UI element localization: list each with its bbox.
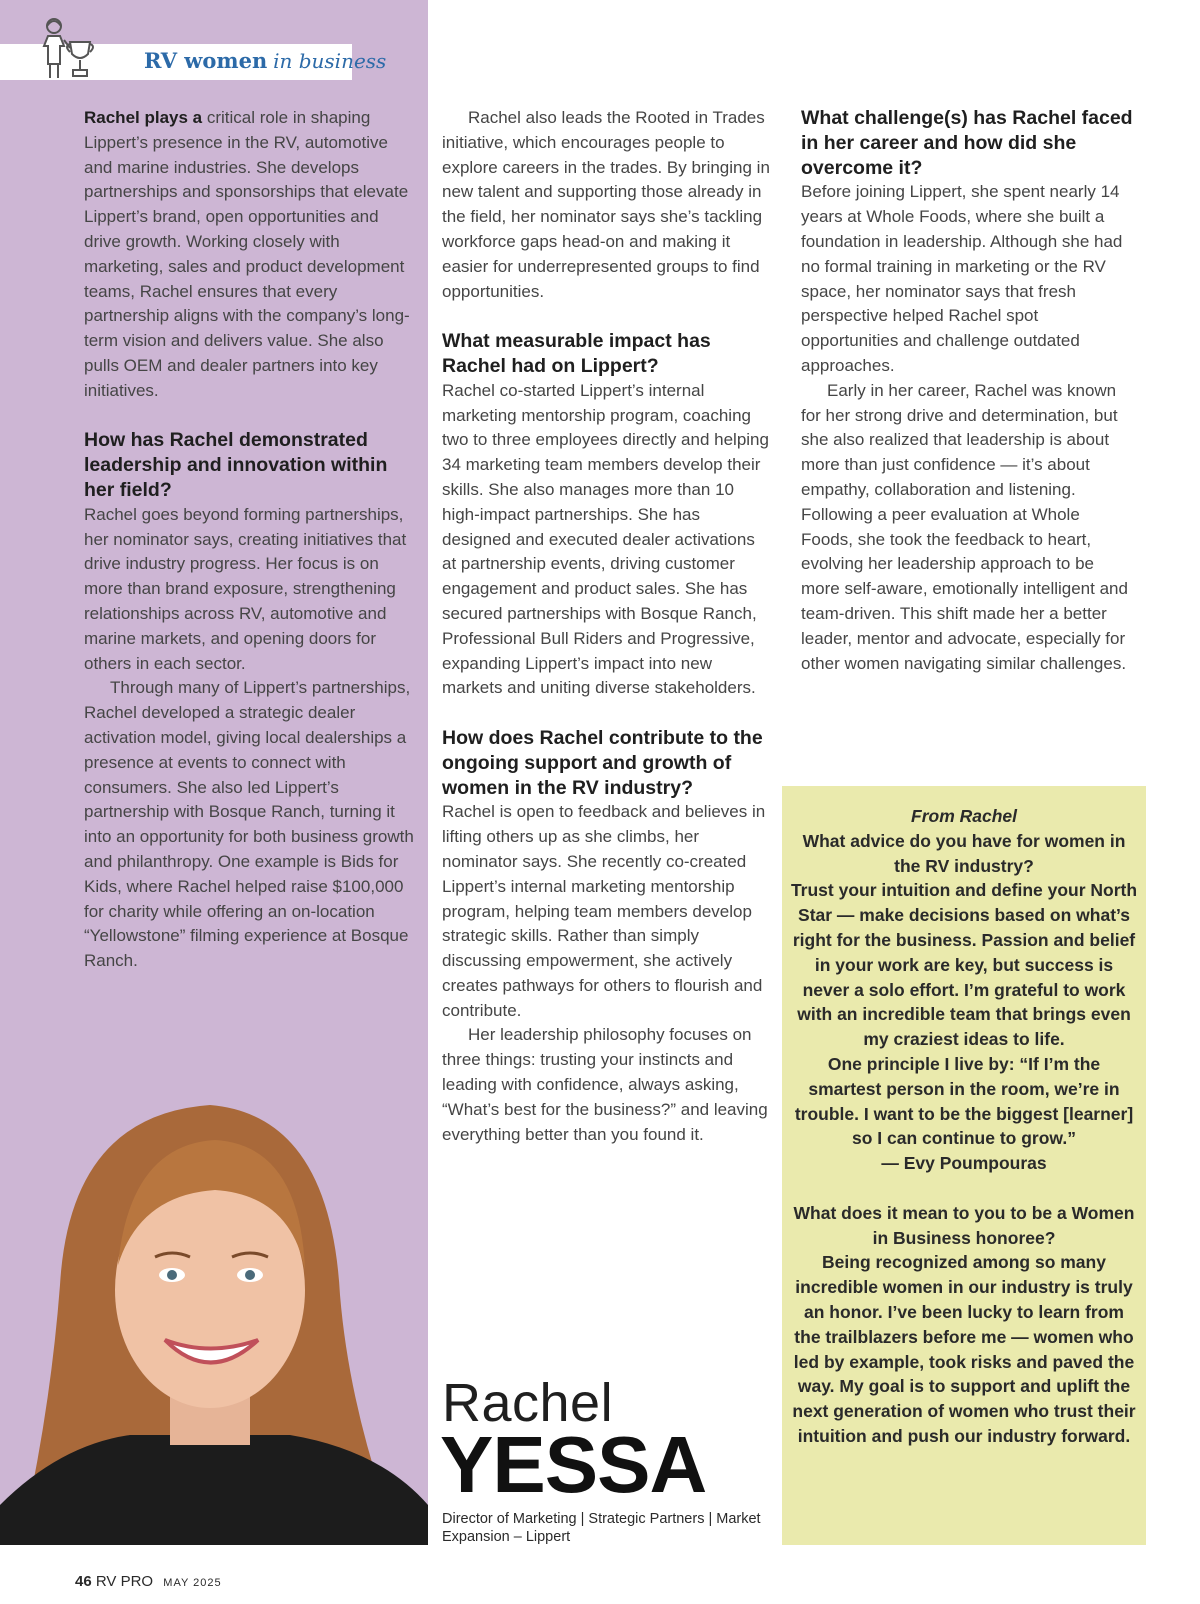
heading-impact: What measurable impact has Rachel had on Lippert? [442,330,711,377]
issue-date: MAY 2025 [163,1577,222,1589]
column-1 [84,106,416,974]
intro-text: critical role in shaping Lippert’s presence in the RV, automotive and marine industries. She develops partnerships and sponsorships that elevate Lippert’s brand, open opportunities and drive growth. Working closely with marketing, sales and product development teams, Rachel ensures that every partnership aligns with the company’s long-term vision and delivers value. She also pulls OEM and dealer partners into key initiatives. [84,108,410,400]
intro-paragraph [84,106,416,404]
heading-leadership: How has Rachel demonstrated leadership and innovation within her field? [84,429,388,501]
section-banner [0,44,387,80]
page-footer [75,1573,222,1590]
quote-answer: One principle I live by: “If I’m the smartest person in the room, we’re in trouble. I want to be the biggest [learner] so I can continue to grow.” [794,1053,1134,1149]
paragraph: Early in her career, Rachel was known for her strong drive and determination, but she also realized that leadership is about more than just confidence — it’s about empathy, collaboration and listening. Following a peer evaluation at Whole Foods, she took the feedback to heart, evolving her leadership approach to be more self-aware, emotionally intelligent and team-driven. This shift made her a better leader, mentor and advocate, especially for other women navigating similar challenges. [801,380,1128,673]
paragraph: Her leadership philosophy focuses on three things: trusting your instincts and leading with confidence, always asking, “What’s best for the business?” and leaving everything better than you found it. [442,1025,768,1144]
lead-in: Rachel plays a [84,108,203,127]
paragraph: Rachel goes beyond forming partnerships, her nominator says, creating initiatives that drive industry progress. Her focus is on more than brand exposure, strengthening relationships across RV, automotive and marine markets, and opening doors for others in each sector. [84,504,407,673]
magazine-name: RV PRO [95,1573,154,1590]
quote-from-label: From Rachel [911,806,1017,826]
quote-sidebar [782,786,1146,1545]
paragraph: Rachel also leads the Rooted in Trades initiative, which encourages people to explore careers in the trades. By bringing in new talent and supporting those already in the field, her nominator says she’s tackling workforce gaps head-on and making it easier for underrepresented groups to find opportunities. [442,108,770,301]
banner-script-text: in business [273,49,387,73]
quote-question: What advice do you have for women in the RV industry? [802,830,1126,876]
portrait-photo [0,1085,428,1545]
honoree-title: Director of Marketing | Strategic Partners | Market Expansion – Lippert [442,1511,761,1545]
paragraph: Rachel co-started Lippert’s internal marketing mentorship program, coaching two to three employees directly and helping 34 marketing team members develop their skills. She also manages more than 10 high-impact partnerships. She has designed and executed dealer activations at partnership events, driving customer engagement and product sales. She has secured partnerships with Bosque Ranch, Professional Bull Riders and Progressive, expanding Lippert’s impact into new markets and uniting diverse stakeholders. [442,380,769,698]
quote-answer: Trust your intuition and define your North Star — make decisions based on what’s right for the business. Passion and belief in your work are key, but success is never a solo effort. I’m grateful to work with an incredible team that brings even my craziest ideas to life. [790,880,1138,1050]
column-2 [442,106,772,1147]
quote-attribution: — Evy Poumpouras [881,1153,1047,1174]
heading-challenges: What challenge(s) has Rachel faced in her career and how did she overcome it? [801,107,1133,179]
page-number: 46 [75,1573,92,1590]
heading-support: How does Rachel contribute to the ongoing support and growth of women in the RV industry? [442,726,763,799]
banner-title [144,48,386,74]
trophy-woman-icon [38,16,96,80]
honoree-last-name: YESSA [440,1420,707,1509]
quote-answer: Being recognized among so many incredible women in our industry is truly an honor. I’ve been lucky to learn from the trailblazers before me — women who led by example, took risks and paved the way. My goal is to support and uplift the next generation of women who trust their intuition and push our industry forward. [792,1252,1136,1446]
honoree-first-name: Rachel [442,1373,614,1433]
paragraph: Through many of Lippert’s partnerships, Rachel developed a strategic dealer activation model, giving local dealerships a presence at events to connect with consumers. She also led Lippert’s partnership with Bosque Ranch, turning it into an opportunity for both business growth and philanthropy. One example is Bids for Kids, where Rachel helped raise $100,000 for charity while offering an on-location “Yellowstone” filming experience at Bosque Ranch. [84,678,414,971]
paragraph: Rachel is open to feedback and believes in lifting others up as she climbs, her nominator says. She recently co-created Lippert’s internal marketing mentorship program, helping team members develop strategic skills. Rather than simply discussing empowerment, she actively creates pathways for others to flourish and contribute. [442,802,766,1020]
paragraph: Before joining Lippert, she spent nearly 14 years at Whole Foods, where she built a foundation in leadership. Although she had no formal training in marketing or the RV space, her nominator says that fresh perspective helped Rachel spot opportunities and challenge outdated approaches. [801,182,1123,375]
banner-bold-text: RV women [144,48,268,73]
column-3 [801,106,1136,676]
quote-question: What does it mean to you to be a Women in Business honoree? [793,1202,1135,1248]
